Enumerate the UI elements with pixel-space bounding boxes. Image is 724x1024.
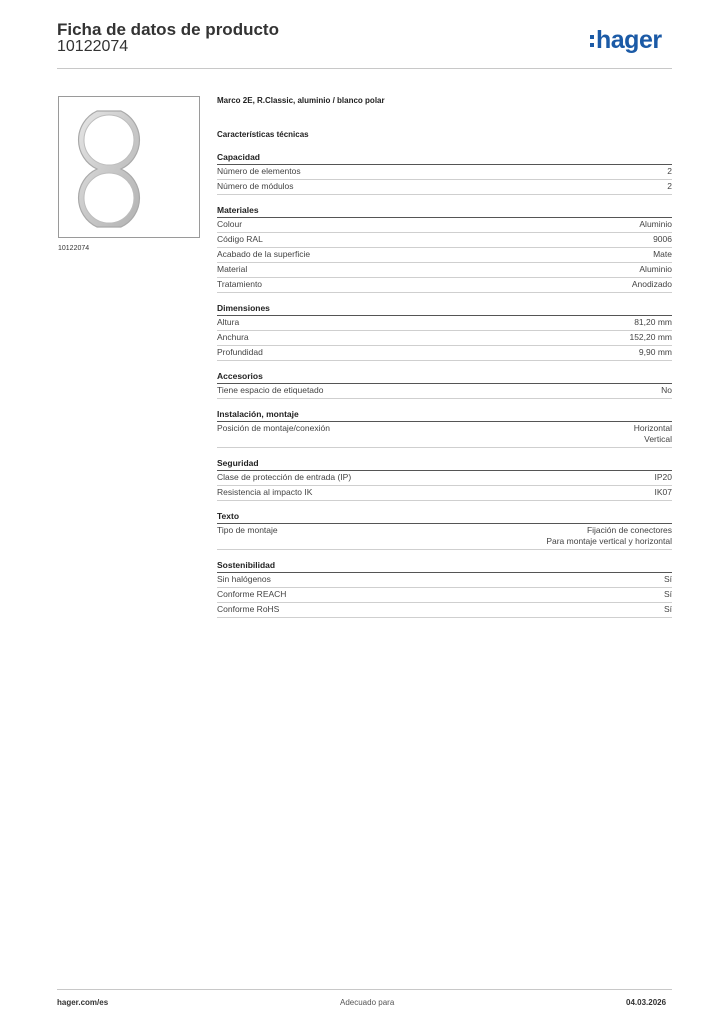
spec-row <box>217 384 672 399</box>
spec-value <box>639 264 672 275</box>
spec-label: Sin halógenos <box>217 574 271 584</box>
spec-value <box>655 472 673 483</box>
spec-label: Material <box>217 264 248 274</box>
spec-section <box>217 457 672 501</box>
spec-value-line: Aluminio <box>639 219 672 229</box>
spec-value <box>634 423 672 445</box>
section-title: Seguridad <box>217 457 672 471</box>
spec-label: Conforme REACH <box>217 589 287 599</box>
section-title: Dimensiones <box>217 302 672 316</box>
spec-value <box>664 574 672 585</box>
spec-value <box>634 317 672 328</box>
frame-2e-product-icon <box>59 97 199 237</box>
spec-label: Código RAL <box>217 234 263 244</box>
spec-content <box>217 96 672 618</box>
spec-label: Resistencia al impacto IK <box>217 487 313 497</box>
spec-row <box>217 346 672 361</box>
spec-label: Número de elementos <box>217 166 301 176</box>
spec-value-line: 2 <box>667 181 672 191</box>
spec-label: Número de módulos <box>217 181 294 191</box>
section-title: Instalación, montaje <box>217 408 672 422</box>
spec-value <box>653 234 672 245</box>
section-title: Capacidad <box>217 151 672 165</box>
tech-heading: Características técnicas <box>217 130 309 139</box>
spec-row <box>217 422 672 448</box>
spec-row <box>217 603 672 618</box>
spec-value-line: 81,20 mm <box>634 317 672 327</box>
spec-row <box>217 180 672 195</box>
spec-label: Anchura <box>217 332 249 342</box>
spec-label: Clase de protección de entrada (IP) <box>217 472 352 482</box>
spec-row <box>217 486 672 501</box>
spec-label: Tiene espacio de etiquetado <box>217 385 324 395</box>
spec-row <box>217 165 672 180</box>
spec-value-line: IK07 <box>654 487 672 497</box>
page-title: Ficha de datos de producto <box>57 20 279 39</box>
logo-dots-icon <box>590 35 594 47</box>
spec-row <box>217 573 672 588</box>
spec-value <box>661 385 672 396</box>
header-divider <box>57 68 672 69</box>
spec-section <box>217 559 672 618</box>
spec-section <box>217 370 672 399</box>
spec-value-line: Fijación de conectores <box>586 525 672 535</box>
spec-value <box>639 219 672 230</box>
spec-section <box>217 204 672 293</box>
spec-label: Posición de montaje/conexión <box>217 423 330 433</box>
spec-label: Conforme RoHS <box>217 604 280 614</box>
spec-value <box>667 181 672 192</box>
spec-row <box>217 218 672 233</box>
spec-value-line: Vertical <box>644 434 672 444</box>
spec-row <box>217 588 672 603</box>
spec-value <box>632 279 672 290</box>
footer-divider <box>57 989 672 990</box>
thumbnail-code: 10122074 <box>58 245 90 252</box>
spec-value <box>667 166 672 177</box>
spec-row <box>217 278 672 293</box>
spec-value-line: Sí <box>663 604 672 614</box>
spec-row <box>217 263 672 278</box>
spec-row <box>217 524 672 550</box>
spec-value <box>664 604 672 615</box>
spec-label: Colour <box>217 219 243 229</box>
section-title: Sostenibilidad <box>217 559 672 573</box>
footer-suitable-for: Adecuado para <box>340 998 395 1007</box>
spec-row <box>217 471 672 486</box>
hager-logo[interactable] <box>590 26 662 55</box>
spec-label: Tipo de montaje <box>217 525 278 535</box>
spec-value-line: Sí <box>663 589 672 599</box>
product-image-box <box>58 96 200 238</box>
spec-section <box>217 302 672 361</box>
product-code-header: 10122074 <box>57 38 129 55</box>
spec-value-line: 152,20 mm <box>629 332 672 342</box>
spec-value-line: Aluminio <box>639 264 672 274</box>
spec-value-line: 2 <box>667 166 672 176</box>
spec-row <box>217 316 672 331</box>
spec-value-line: Para montaje vertical y horizontal <box>546 536 672 546</box>
spec-value-line: 9006 <box>653 234 672 244</box>
spec-section <box>217 510 672 550</box>
spec-value-line: 9,90 mm <box>638 347 672 357</box>
spec-row <box>217 331 672 346</box>
spec-label: Profundidad <box>217 347 263 357</box>
spec-row <box>217 248 672 263</box>
spec-label: Altura <box>217 317 240 327</box>
spec-value <box>639 347 672 358</box>
spec-row <box>217 233 672 248</box>
section-title: Texto <box>217 510 672 524</box>
spec-section <box>217 151 672 195</box>
spec-label: Acabado de la superficie <box>217 249 311 259</box>
spec-value <box>629 332 672 343</box>
spec-section <box>217 408 672 448</box>
spec-value-line: Anodizado <box>631 279 672 289</box>
spec-value-line: Sí <box>663 574 672 584</box>
spec-value-line: Mate <box>653 249 672 259</box>
product-name: Marco 2E, R.Classic, aluminio / blanco polar <box>217 96 385 105</box>
logo-text: hager <box>596 26 662 54</box>
spec-label: Tratamiento <box>217 279 263 289</box>
spec-sections <box>217 151 672 618</box>
spec-value <box>653 249 672 260</box>
section-title: Accesorios <box>217 370 672 384</box>
spec-value <box>655 487 673 498</box>
footer-website-link[interactable]: hager.com/es <box>57 998 109 1007</box>
spec-value-line: No <box>661 385 672 395</box>
spec-value <box>664 589 672 600</box>
spec-value <box>546 525 672 547</box>
spec-value-line: Horizontal <box>633 423 672 433</box>
section-title: Materiales <box>217 204 672 218</box>
footer-date: 04.03.2026 <box>626 998 667 1007</box>
spec-value-line: IP20 <box>654 472 672 482</box>
